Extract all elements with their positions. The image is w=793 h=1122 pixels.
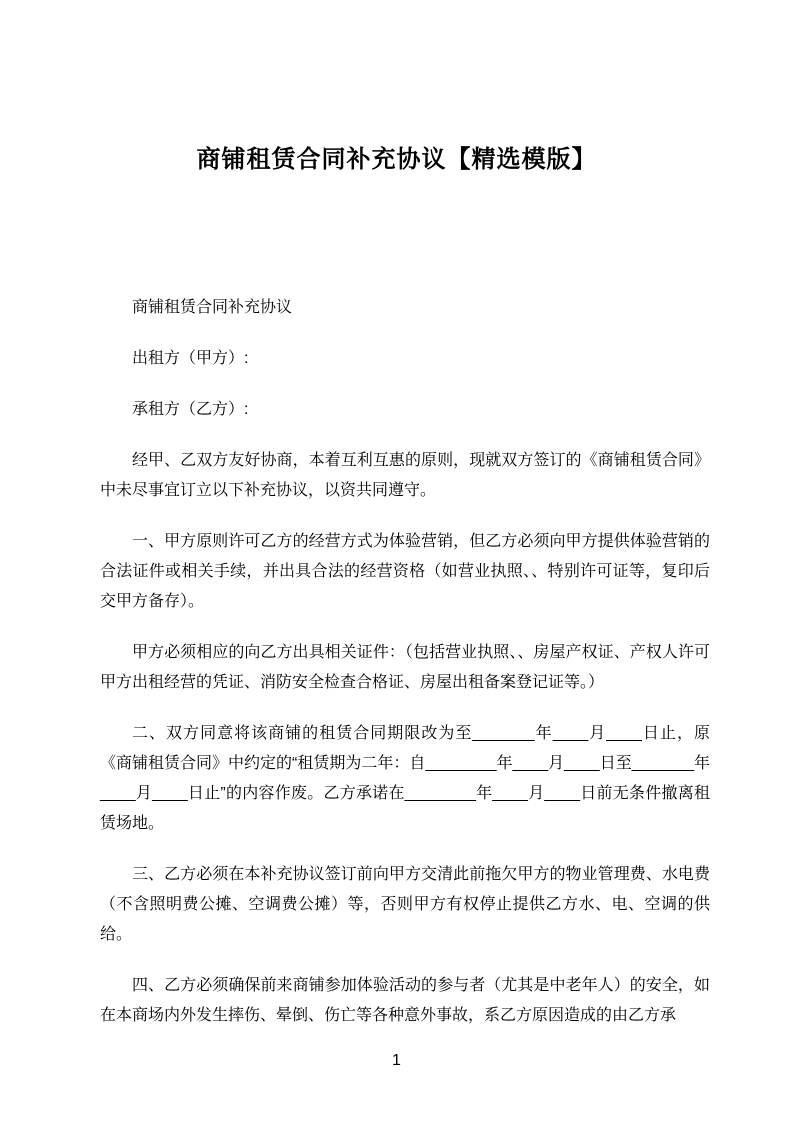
document-body [0, 293, 793, 1031]
clause-4-paragraph: 四、乙方必须确保前来商铺参加体验活动的参与者（尤其是中老年人）的安全，如在本商场内外发生摔伤、晕倒、伤亡等各种意外事故，系乙方原因造成的由乙方承 [100, 977, 710, 1024]
page-number: 1 [392, 1052, 401, 1069]
party-lessor-line: 出租方（甲方）: [132, 350, 249, 367]
clause-2-paragraph: 二、双方同意将该商铺的租赁合同期限改为至_______年____月____日止，原《商铺租赁合同》中约定的“租赁期为二年：自________年____月____日至_______年____月____日止”的内容作废。乙方承诺在________年____月____日前无条件撤离租赁场地。 [100, 725, 710, 832]
clause-3-paragraph: 三、乙方必须在本补充协议签订前向甲方交清此前拖欠甲方的物业管理费、水电费（不含照明费公摊、空调费公摊）等，否则甲方有权停止提供乙方水、电、空调的供给。 [100, 866, 710, 943]
doc-heading-line: 商铺租赁合同补充协议 [132, 299, 293, 316]
preamble-paragraph: 经甲、乙双方友好协商，本着互利互惠的原则，现就双方签订的《商铺租赁合同》中未尽事宜订立以下补充协议，以资共同遵守。 [100, 452, 710, 499]
clause-1-paragraph: 一、甲方原则许可乙方的经营方式为体验营销，但乙方必须向甲方提供体验营销的合法证件或相关手续，并出具合法的经营资格（如营业执照、、特别许可证等，复印后交甲方备存）。 [100, 533, 710, 610]
document-title: 商铺租赁合同补充协议【精选模版】 [196, 146, 597, 173]
clause-1b-paragraph: 甲方必须相应的向乙方出具相关证件：（包括营业执照、、房屋产权证、产权人许可甲方出租经营的凭证、消防安全检查合格证、房屋出租备案登记证等。） [100, 644, 710, 691]
party-lessee-line: 承租方（乙方）: [132, 401, 249, 418]
